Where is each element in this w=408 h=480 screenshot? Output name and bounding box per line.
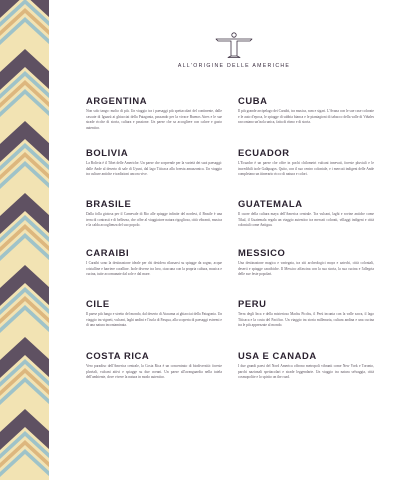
section-title: BOLIVIA	[86, 147, 129, 158]
section-text: La Bolivia è il Tibet delle Americhe. Un paese che sorprende per la varietà dei suoi paesaggi: dalle Ande al deserto di sale di Uyuni, dal lago Titicaca alla foresta amazzonica. Un viaggio tra culture antiche e tradizioni ancora vive.	[86, 161, 222, 176]
section-title: CUBA	[238, 95, 268, 106]
section-guatemala	[238, 198, 374, 229]
section-text: Terra degli Inca e della misteriosa Machu Picchu, il Perù incanta con la valle sacra, il lago Titicaca e la costa del Pacifico. Un viaggio tra storia millenaria, cultura andina e una cucina tra le più apprezzate al mondo.	[238, 312, 374, 327]
section-usa-canada	[238, 350, 374, 381]
section-text: I due grandi paesi del Nord America offrono metropoli vibranti come New York e Toronto, parchi nazionali spettacolari e strade leggendarie. Un viaggio tra natura selvaggia, città cosmopolite e lo spirito on the road.	[238, 364, 374, 379]
section-text: Vero paradiso dell'America centrale, la Costa Rica è un concentrato di biodiversità: foreste pluviali, vulcani attivi e spiagge su due oceani. Un paese all'avanguardia nella tutela dell'ambiente, dove vivere la natura in modo autentico.	[86, 364, 222, 379]
section-peru	[238, 298, 374, 329]
section-text: Non solo tango: molto di più. Un viaggio tra i paesaggi più spettacolari del continente, dalle cascate di Iguazú ai ghiacciai della Patagonia, passando per la vivace Buenos Aires e le sue strade ricche di storia, cultura e passione. Un paese che sa accogliere con calore e gusto autentico.	[86, 109, 222, 130]
section-costa-rica	[86, 350, 222, 381]
page-title: ALL'ORIGINE DELLE AMERICHE	[177, 63, 291, 69]
section-title: ECUADOR	[238, 147, 290, 158]
section-text: Il cuore della cultura maya dell'America centrale. Tra vulcani, laghi e rovine antiche come Tikal, il Guatemala regala un viaggio autentico tra mercati colorati, villaggi indigeni e città coloniali come Antigua.	[238, 212, 374, 227]
section-text: L'Ecuador è un paese che offre in pochi chilometri vulcani innevati, foreste pluviali e le incredibili isole Galápagos. Quito, con il suo centro coloniale, e i mercati indigeni delle Ande completano un itinerario ricco di natura e colori.	[238, 161, 374, 176]
section-text: Una destinazione magica e variegata, tra siti archeologici maya e aztechi, città coloniali, deserti e spiagge caraibiche. Il Messico affascina con la sua storia, la sua cucina e l'allegria delle sue feste popolari.	[238, 261, 374, 276]
christ-statue-icon	[214, 30, 254, 58]
section-title: COSTA RICA	[86, 350, 150, 361]
section-text: Il paese più lungo e stretto del mondo, dal deserto di Atacama ai ghiacciai della Patagonia. Un viaggio tra vigneti, vulcani, laghi andini e l'isola di Pasqua, alla scoperta di paesaggi estremi e di una natura incontaminata.	[86, 312, 222, 327]
section-argentina	[86, 95, 222, 131]
section-text: I Caraibi sono la destinazione ideale per chi desidera rilassarsi su spiagge da sogno, acque cristalline e barriere coralline. Isole diverse tra loro, ciascuna con la propria cultura, musica e cucina, tutte accomunate dal sole e dal mare.	[86, 261, 222, 276]
section-cile	[86, 298, 222, 329]
section-title: ARGENTINA	[86, 95, 148, 106]
page-header	[60, 30, 408, 69]
section-caraibi	[86, 247, 222, 278]
section-brasile	[86, 198, 222, 229]
section-cuba	[238, 95, 374, 126]
decorative-tribal-border	[0, 0, 50, 480]
section-title: PERU	[238, 298, 267, 309]
section-title: CILE	[86, 298, 110, 309]
section-bolivia	[86, 147, 222, 178]
section-text: Il più grande arcipelago dei Caraibi, tra musica, rum e sigari. L'Avana con le sue case colorate e le auto d'epoca, le spiagge di sabbia bianca e le piantagioni di tabacco della valle di Viñales raccontano un'isola unica, fatta di ritmo e di storia.	[238, 109, 374, 124]
section-messico	[238, 247, 374, 278]
section-ecuador	[238, 147, 374, 178]
section-text: Dalla folla gioiosa per il Carnevale di Rio alle spiagge infinite del nordest, il Brasile è una terra di contrasti e di bellezza, che offre al viaggiatore natura rigogliosa, città vibranti, musica e la calda accoglienza del suo popolo.	[86, 212, 222, 227]
section-title: USA E CANADA	[238, 350, 317, 361]
section-title: MESSICO	[238, 247, 286, 258]
section-title: CARAIBI	[86, 247, 130, 258]
section-title: GUATEMALA	[238, 198, 303, 209]
section-title: BRASILE	[86, 198, 132, 209]
